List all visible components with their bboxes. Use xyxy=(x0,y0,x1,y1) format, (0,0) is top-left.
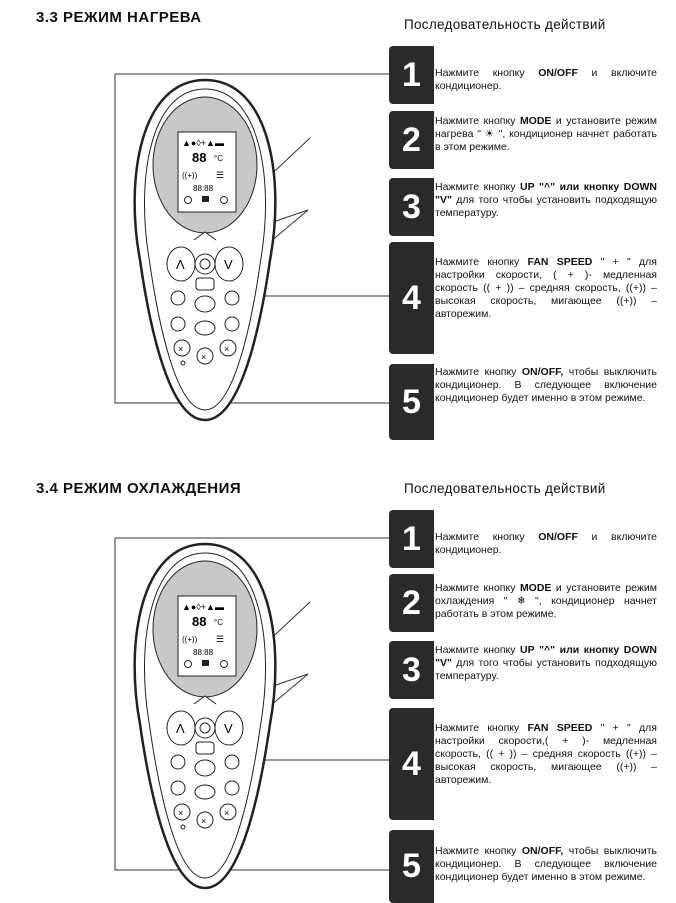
remote-control-diagram-cooling xyxy=(110,524,400,902)
svg-text:×: × xyxy=(178,808,184,818)
remote-control-diagram-heating xyxy=(110,60,400,430)
sequence-title-cooling: Последовательность действий xyxy=(404,481,606,496)
svg-text:×: × xyxy=(201,816,207,826)
step-box-1 xyxy=(389,46,434,104)
svg-text:☰: ☰ xyxy=(216,634,225,644)
section-title-heating: 3.3 РЕЖИМ НАГРЕВА xyxy=(36,9,202,26)
step-text-3-cooling: Нажмите кнопку UP "^" или кнопку DOWN "V" для того чтобы установить подходящую температуру. xyxy=(435,644,657,682)
svg-text:88:88: 88:88 xyxy=(193,184,214,193)
step-number: 4 xyxy=(402,278,421,317)
step-box-2-cooling xyxy=(389,574,434,632)
step-number: 3 xyxy=(402,187,421,226)
step-text-1: Нажмите кнопку ON/OFF и включите кондиционер. xyxy=(435,67,657,92)
step-text-3: Нажмите кнопку UP "^" или кнопку DOWN "V" для того чтобы установить подходящую температуру. xyxy=(435,181,657,219)
step-number: 2 xyxy=(402,583,421,622)
step-number: 5 xyxy=(402,847,421,885)
svg-text:×: × xyxy=(201,352,207,362)
svg-text:Λ: Λ xyxy=(176,257,185,272)
svg-text:V: V xyxy=(224,721,233,736)
step-number: 3 xyxy=(402,650,421,689)
step-box-5-cooling xyxy=(389,830,434,903)
svg-text:×: × xyxy=(224,344,230,354)
step-number: 5 xyxy=(402,382,421,421)
step-number: 2 xyxy=(402,120,421,159)
step-text-1-cooling: Нажмите кнопку ON/OFF и включите кондиционер. xyxy=(435,531,657,556)
step-box-2 xyxy=(389,111,434,169)
step-number: 1 xyxy=(402,55,421,94)
step-box-4-cooling xyxy=(389,708,434,820)
step-box-1-cooling xyxy=(389,510,434,568)
step-text-5-cooling: Нажмите кнопку ON/OFF, чтобы выключить кондиционер. В следующее включение кондиционер будет именно в этом режиме. xyxy=(435,845,658,883)
svg-text:°C: °C xyxy=(214,154,223,163)
step-box-3 xyxy=(389,178,434,236)
step-text-2-cooling: Нажмите кнопку MODE и установите режим охлаждения " ❄ ", кондиционер начнет работать в этом режиме. xyxy=(435,582,657,620)
section-title-cooling: 3.4 РЕЖИМ ОХЛАЖДЕНИЯ xyxy=(36,480,242,497)
step-box-3-cooling xyxy=(389,641,434,699)
svg-text:88:88: 88:88 xyxy=(193,648,214,657)
step-text-5: Нажмите кнопку ON/OFF, чтобы выключить кондиционер. В следующее включение кондиционер будет именно в этом режиме. xyxy=(435,366,658,404)
svg-text:V: V xyxy=(224,257,233,272)
svg-text:°C: °C xyxy=(214,618,223,627)
step-text-4: Нажмите кнопку FAN SPEED " + " для настройки скорости, ( + )- медленная скорость (( + )) – средняя скорость, ((+)) – высокая скорость, мигающее ((+)) – авторежим. xyxy=(435,256,657,320)
svg-text:▲●◊+▲▬: ▲●◊+▲▬ xyxy=(182,138,224,148)
sequence-title-heating: Последовательность действий xyxy=(404,17,606,32)
svg-text:Λ: Λ xyxy=(176,721,185,736)
step-box-5 xyxy=(389,364,434,440)
step-box-4 xyxy=(389,242,434,354)
svg-text:((+)): ((+)) xyxy=(182,635,198,644)
svg-text:×: × xyxy=(178,344,184,354)
svg-text:×: × xyxy=(224,808,230,818)
display-temp: 88 xyxy=(192,150,207,165)
step-number: 4 xyxy=(402,744,421,783)
svg-text:88: 88 xyxy=(192,614,207,629)
step-number: 1 xyxy=(402,519,421,558)
svg-text:((+)): ((+)) xyxy=(182,171,198,180)
step-text-4-cooling: Нажмите кнопку FAN SPEED " + " для настройки скорости,( + )- медленная скорость, (( + )) – средняя скорость ((+)) – высокая скорость, мигающее ((+)) – авторежим. xyxy=(435,722,657,786)
svg-text:☰: ☰ xyxy=(216,170,225,180)
svg-text:▲●◊+▲▬: ▲●◊+▲▬ xyxy=(182,602,224,612)
step-text-2: Нажмите кнопку MODE и установите режим нагрева " ☀ ", кондиционер начнет работать в этом режиме. xyxy=(435,115,657,153)
